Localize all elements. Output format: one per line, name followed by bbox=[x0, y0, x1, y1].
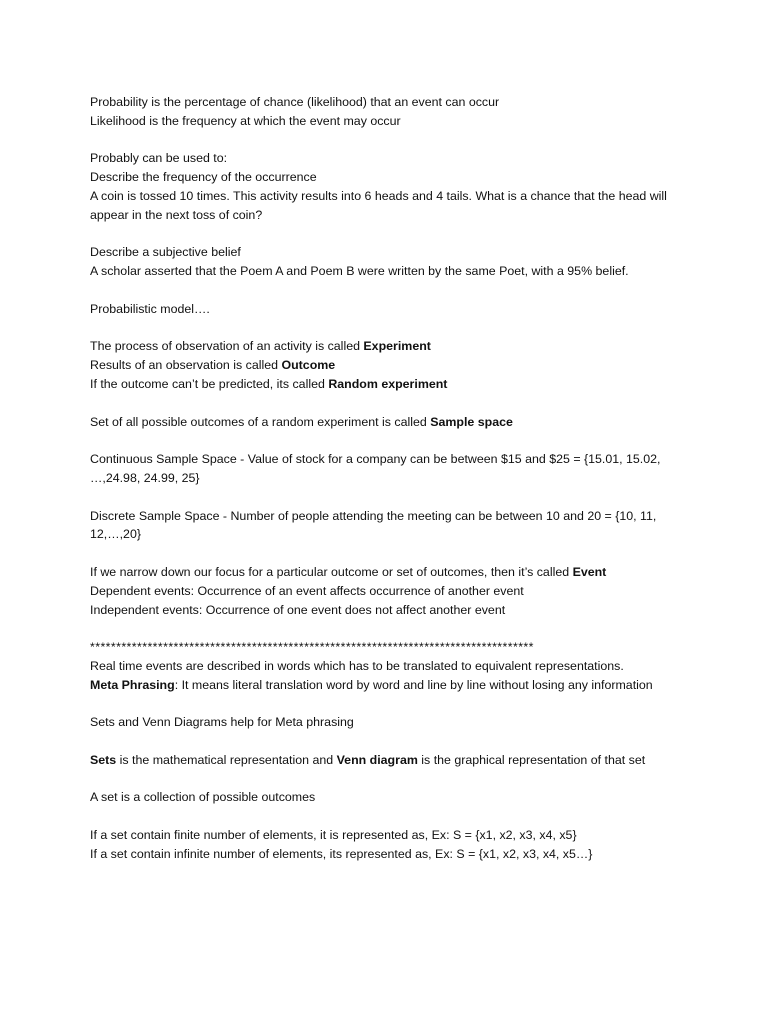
meta-phrasing-paragraph bbox=[90, 638, 708, 694]
subjective-belief-line: Describe a subjective belief bbox=[90, 245, 241, 260]
set-examples-paragraph bbox=[90, 826, 708, 864]
experiment-term: Experiment bbox=[363, 339, 431, 354]
sample-space-term: Sample space bbox=[430, 414, 513, 429]
paragraph-gap bbox=[90, 619, 708, 638]
paragraph-gap bbox=[90, 431, 708, 450]
asterisk-separator: ************************************************************************************* bbox=[90, 640, 534, 655]
random-experiment-term: Random experiment bbox=[328, 376, 448, 391]
coin-toss-example: A coin is tossed 10 times. This activity results into 6 heads and 4 tails. What is a chance that the head will appear in the next toss of coin? bbox=[90, 188, 667, 222]
independent-events-line: Independent events: Occurrence of one event does not affect another event bbox=[90, 602, 506, 617]
outcome-line: Results of an observation is called Outcome bbox=[90, 358, 336, 373]
infinite-set-line: If a set contain infinite number of elements, its represented as, Ex: S = {x1, x2, x3, x4, x5…} bbox=[90, 846, 593, 861]
real-time-events-line: Real time events are described in words which has to be translated to equivalent representations. bbox=[90, 658, 624, 673]
event-definition-line: If we narrow down our focus for a particular outcome or set of outcomes, then it’s called Event bbox=[90, 564, 607, 579]
probabilistic-model-paragraph bbox=[90, 300, 708, 319]
probability-uses-paragraph bbox=[90, 149, 708, 224]
random-experiment-line: If the outcome can’t be predicted, its called Random experiment bbox=[90, 376, 448, 391]
continuous-sample-space-paragraph bbox=[90, 450, 708, 488]
paragraph-gap bbox=[90, 732, 708, 751]
sets-venn-paragraph bbox=[90, 713, 708, 732]
paragraph-gap bbox=[90, 131, 708, 150]
discrete-sample-space-paragraph bbox=[90, 507, 708, 545]
subjective-belief-paragraph bbox=[90, 243, 708, 281]
paragraph-gap bbox=[90, 770, 708, 789]
paragraph-gap bbox=[90, 394, 708, 413]
continuous-sample-space-text: Continuous Sample Space - Value of stock for a company can be between $15 and $25 = {15.01, 15.02, …,24.98, 24.99, 25} bbox=[90, 452, 661, 485]
paragraph-gap bbox=[90, 225, 708, 244]
paragraph-gap bbox=[90, 281, 708, 300]
experiment-line: The process of observation of an activity is called Experiment bbox=[90, 339, 431, 354]
paragraph-gap bbox=[90, 695, 708, 714]
finite-set-line: If a set contain finite number of elements, it is represented as, Ex: S = {x1, x2, x3, x4, x5} bbox=[90, 828, 577, 843]
sets-representation-line: Sets is the mathematical representation and Venn diagram is the graphical representation of that set bbox=[90, 752, 646, 767]
discrete-sample-space-text: Discrete Sample Space - Number of people attending the meeting can be between 10 and 20 = {10, 11, 12,…,20} bbox=[90, 508, 657, 542]
sample-space-paragraph bbox=[90, 413, 708, 432]
poem-example-line: A scholar asserted that the Poem A and Poem B were written by the same Poet, with a 95% belief. bbox=[90, 264, 629, 279]
sets-representation-paragraph bbox=[90, 751, 708, 770]
events-paragraph bbox=[90, 563, 708, 619]
paragraph-gap bbox=[90, 488, 708, 507]
meta-phrasing-line: Meta Phrasing: It means literal translation word by word and line by line without losing any information bbox=[90, 677, 653, 692]
probability-definition-paragraph bbox=[90, 93, 708, 131]
meta-phrasing-term: Meta Phrasing bbox=[90, 677, 175, 692]
sets-term: Sets bbox=[90, 752, 117, 767]
outcome-term: Outcome bbox=[281, 358, 336, 373]
likelihood-definition-line: Likelihood is the frequency at which the event may occur bbox=[90, 113, 401, 128]
dependent-events-line: Dependent events: Occurrence of an event affects occurrence of another event bbox=[90, 583, 524, 598]
paragraph-gap bbox=[90, 807, 708, 826]
event-term: Event bbox=[572, 564, 607, 579]
probability-definition-line: Probability is the percentage of chance (likelihood) that an event can occur bbox=[90, 95, 500, 109]
paragraph-gap bbox=[90, 319, 708, 338]
set-definition-line: A set is a collection of possible outcomes bbox=[90, 790, 316, 805]
uses-intro-line: Probably can be used to: bbox=[90, 151, 228, 166]
sample-space-line: Set of all possible outcomes of a random experiment is called Sample space bbox=[90, 414, 513, 429]
sets-venn-line: Sets and Venn Diagrams help for Meta phrasing bbox=[90, 715, 354, 730]
venn-diagram-term: Venn diagram bbox=[336, 752, 418, 767]
set-definition-paragraph bbox=[90, 788, 708, 807]
probabilistic-model-line: Probabilistic model…. bbox=[90, 301, 210, 316]
frequency-use-line: Describe the frequency of the occurrence bbox=[90, 170, 317, 185]
experiment-definitions-paragraph bbox=[90, 337, 708, 393]
paragraph-gap bbox=[90, 544, 708, 563]
